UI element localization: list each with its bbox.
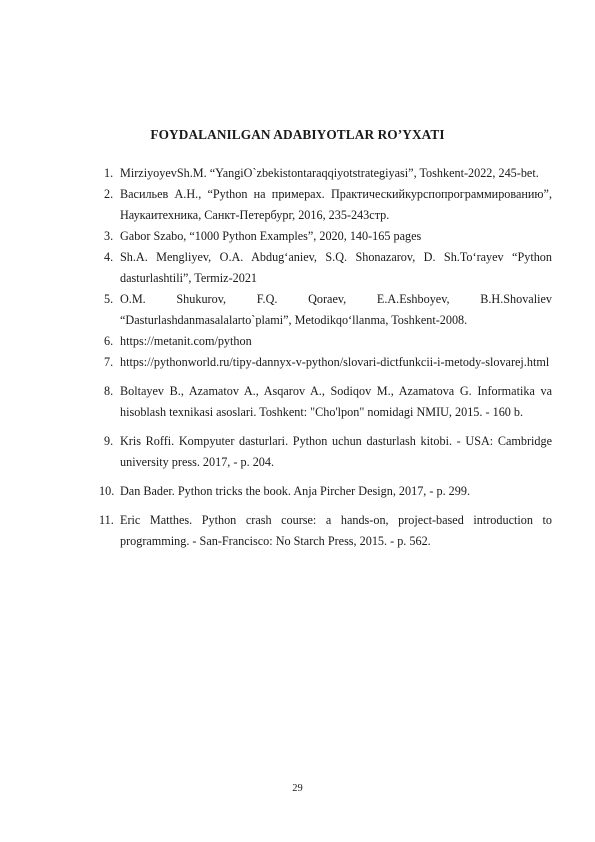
reference-item — [104, 184, 552, 226]
reference-number: 3. — [104, 229, 114, 243]
page-title: FOYDALANILGAN ADABIYOTLAR RO’YXATI — [150, 127, 445, 142]
reference-item — [99, 481, 552, 502]
reference-item — [104, 352, 552, 373]
reference-text: O.M. Shukurov, F.Q. Qoraev, E.A.Eshboyev, B.H.Shovaliev “Dasturlashdanmasalalarto`plami”, Metodikqo‘llanma, Toshkent-2008. — [120, 292, 552, 327]
reference-item — [104, 289, 552, 331]
reference-number: 9. — [104, 434, 114, 448]
reference-item — [104, 331, 552, 352]
reference-text: Boltayev B., Azamatov A., Asqarov A., Sodiqov M., Azamatova G. Informatika va hisoblash texnikasi asoslari. Toshkent: "Cho'lpon" nomidagi NMIU, 2015. - 160 b. — [120, 384, 552, 419]
reference-number: 5. — [104, 292, 114, 306]
reference-number: 8. — [104, 384, 114, 398]
reference-item — [104, 226, 552, 247]
reference-text: Dan Bader. Python tricks the book. Anja Pircher Design, 2017, - p. 299. — [120, 484, 471, 498]
reference-text: Васильев А.Н., “Python на примерах. Практическийкурспопрограммированию”, Наукаитехника, Санкт-Петербург, 2016, 235-243стр. — [120, 187, 552, 222]
reference-text: Eric Matthes. Python crash course: a hands-on, project-based introduction to programming. - San-Francisco: No Starch Press, 2015. - p. 562. — [120, 513, 552, 548]
reference-item — [104, 381, 552, 423]
reference-link[interactable]: https://metanit.com/python — [120, 334, 252, 348]
reference-link[interactable]: https://pythonworld.ru/tipy-dannyx-v-python/slovari-dictfunkcii-i-metody-slovarej.html — [120, 355, 550, 369]
reference-text: Gabor Szabo, “1000 Python Examples”, 2020, 140-165 pages — [120, 229, 422, 243]
reference-number: 6. — [104, 334, 114, 348]
reference-item — [104, 247, 552, 289]
reference-item — [104, 431, 552, 473]
reference-number: 7. — [104, 355, 114, 369]
reference-text: Kris Roffi. Kompyuter dasturlari. Python uchun dasturlash kitobi. - USA: Cambridge university press. 2017, - p. 204. — [120, 434, 552, 469]
reference-number: 4. — [104, 250, 114, 264]
reference-text: Sh.A. Mengliyev, O.A. Abdug‘aniev, S.Q. Shonazarov, D. Sh.To‘rayev “Python dasturlashtili”, Termiz-2021 — [120, 250, 552, 285]
reference-text: MirziyoyevSh.M. “YangiO`zbekistontaraqqiyotstrategiyasi”, Toshkent-2022, 245-bet. — [120, 166, 539, 180]
reference-number: 10. — [99, 484, 115, 498]
reference-item — [104, 163, 552, 184]
reference-number: 11. — [99, 513, 114, 527]
reference-item — [99, 510, 552, 552]
reference-number: 2. — [104, 187, 114, 201]
reference-number: 1. — [104, 166, 114, 180]
reference-list — [99, 163, 552, 552]
page-number: 29 — [292, 783, 303, 794]
